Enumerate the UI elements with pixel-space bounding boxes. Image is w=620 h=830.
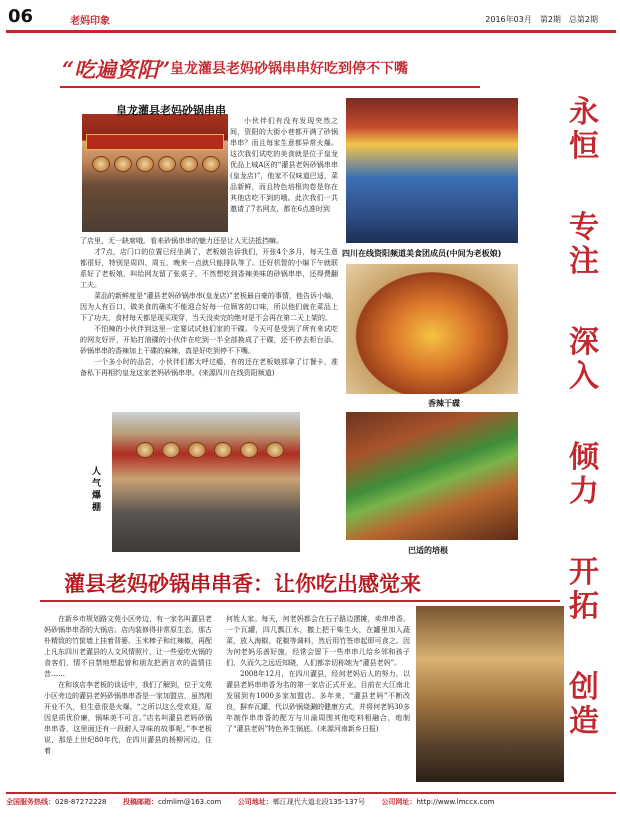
footer-rule <box>6 792 616 794</box>
article1-paragraph: 才7点，店门口的位置已经坐满了，老板娘告诉我们，开张4个多月，每天生意都很好，特别是周四、周五，晚来一点就只能排队等了。还好机智的小编下午就联系好了老板娘，叫给网友留了张桌子，不然想吃到香辣美味的砂锅串串，还得费翻工夫。 <box>80 248 338 289</box>
slogan-word: 专 注 <box>569 210 599 279</box>
grill-caption: 巴适的培根 <box>408 546 448 555</box>
article2-paragraph: 在和该店李老板的谈话中，我们了解到，位于文苑小区旁边的灌县老妈砂锅串串香是一家加盟店，虽然刚开业不久，但生意很是火爆。“之所以这么受欢迎，原因是质优价廉，锅味美不可言。”店名叫灌县老妈砂锅串串香，这里面还有一段耐人寻味的故事呢。”李老板说，那是上世纪80年代，在四川灌县的杨柳河边，住着 <box>44 681 212 755</box>
article2-column2 <box>226 614 410 735</box>
queue-photo <box>112 412 300 552</box>
footer-email[interactable]: 投稿邮箱：cdmlim@163.com <box>122 798 222 806</box>
article1-body <box>80 236 338 379</box>
footer-address: 公司地址：郫江现代大道北段135-137号 <box>237 798 365 806</box>
footer-contact <box>6 797 616 811</box>
slogan-word: 创 造 <box>569 670 599 739</box>
grill-photo <box>346 412 518 540</box>
article1-intro-text: 小伙伴们有没有发现突然之间，资阳的大街小巷都开满了砂锅串串？而且每家生意都异常火爆。这次我们试吃的美食就是位于皇龙优品上城A区的“灌县老妈砂锅串串(皇龙店)”，他家不仅味道巴适，菜品新鲜，而且特色培根肉卷是你在其他店吃不到的哦。此次我们一共邀请了7名网友，都在6点准时到 <box>230 117 338 213</box>
headline1-quote: “吃遍资阳” <box>62 57 171 82</box>
slogan-word: 永 恒 <box>569 95 599 164</box>
header-rule <box>6 30 616 33</box>
article2-column1 <box>44 614 212 757</box>
article1-intro <box>230 116 338 215</box>
slogan-word: 深 入 <box>569 325 599 394</box>
headline1-title: 皇龙灌县老妈砂锅串串好吃到停不下嘴 <box>170 61 408 77</box>
group-caption: 四川在线资阳频道美食团成员(中间为老板娘) <box>342 249 502 258</box>
footer-website[interactable]: 公司网址：http://www.lmccx.com <box>381 798 495 806</box>
article2-paragraph: 在新乡市规划路文苑小区旁边，有一家名叫灌县老妈砂锅串串香的大锅店。店内装修得非常原生态，那古朴精致的竹筐墙上挂着背篓、玉米棒子和红辣椒，再配上凡东四川老灌县的人文风情照片，让一些爱吃火锅的食客们，情不自禁地想起曾和朋友把酒言欢的温情往昔…… <box>44 615 212 678</box>
slogan-word: 开 拓 <box>569 555 599 624</box>
footer-hotline: 全国服务热线：028-87272228 <box>6 798 107 806</box>
issue-info: 2016年03月 第2期 总第2期 <box>485 15 598 24</box>
skewers-caption: 香辣干碟 <box>428 399 460 408</box>
page-number: 06 <box>8 6 34 27</box>
article1-paragraph: 一个多小时的品尝，小伙伴们都大呼过瘾，有的还在老板娘那拿了订餐卡，准备私下再相约皇龙这家老妈砂锅串串。(来源四川在线资阳频道) <box>80 358 338 377</box>
headline1-rule <box>60 86 480 88</box>
popular-caption: 人气爆棚 <box>92 467 102 513</box>
storefront-banner <box>86 134 224 150</box>
headline2-rule <box>40 600 560 602</box>
storefront-photo <box>82 114 228 232</box>
storefront-caption: 皇龙灌县老妈砂锅串串 <box>116 104 226 117</box>
article2-paragraph: 何姓人家。每天，何老妈都会在石子路边摆摊，卖串串香。一个瓦罐，四几瓢江水，撒上把干柴生火，在罐里加入蔬菜，放入海椒、花椒等调料，然后用竹签串起即可食之。因为何老妈乐善好施，经常会留下一些串串儿给乡邻和孩子们，久而久之远近知晓，人们都亲切称她为“灌县老妈”。 <box>226 615 410 667</box>
article1-paragraph: 不怕辣的小伙伴到这里一定要试试他们家的干碟。今天可是受到了所有来试吃的网友好评，开始打油碟的小伙伴在吃到一半全部换成了干碟，还不停去柜台添。砂锅串串的香辣加上干碟的麻辣，真是好吃到停不下嘴。 <box>80 325 338 355</box>
slogan-word: 倾 力 <box>569 440 599 509</box>
skewers-photo <box>346 264 518 394</box>
interior-photo <box>416 606 564 782</box>
article2-paragraph: 2008年12月，在四川灌县，经何老妈后人的努力，以灌县老妈串串香为名的第一家店正式开业。目前在大江南北发展到有1000多家加盟店。多年来，“灌县老妈”不断改良，摒弃瓦罐，代以砂锅烧涮的健康方式，并将何老妈30多年制作串串香的配方与川渝周围其他吃料相融合，炮制了“灌县老妈”特色养生锅底。(来源河南新乡日报) <box>226 670 410 733</box>
group-photo <box>346 98 518 243</box>
vertical-slogan <box>556 96 612 786</box>
section-title: 老妈印象 <box>70 16 110 27</box>
headline2-title: 灌县老妈砂锅串串香：让你吃出感觉来 <box>64 572 421 596</box>
article1-paragraph: 了店里，无一缺席哦。看来砂锅串串的魅力还是让人无法抵挡嘛。 <box>80 237 283 245</box>
article1-paragraph: 菜品的新鲜度是“灌县老妈砂锅串串(皇龙店)”老板最自豪的事情，他告诉小编，因为人有百口，做美食的确实不能迎合好每一位顾客的口味，所以他们就在菜品上下了功夫，食材每天都是现买现穿，当天没卖完的绝对是不会再在第二天上架的。 <box>80 292 338 322</box>
